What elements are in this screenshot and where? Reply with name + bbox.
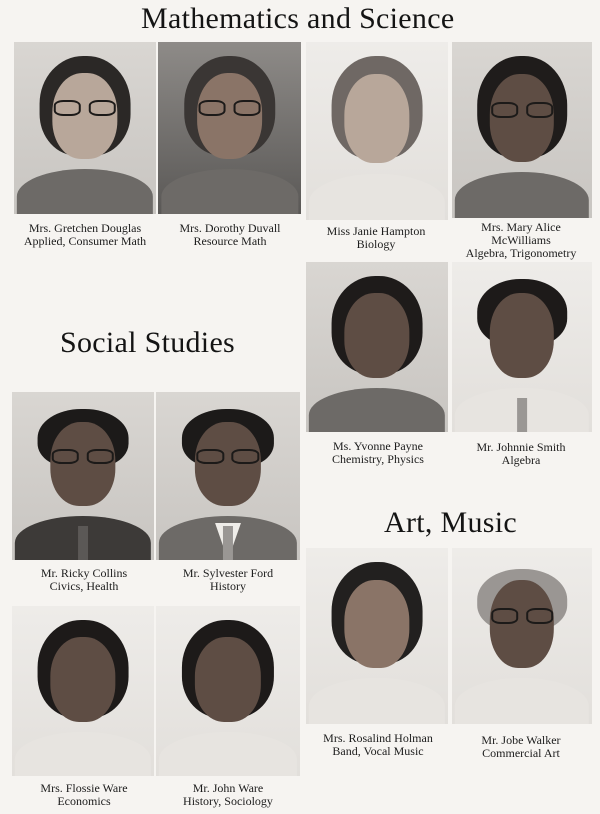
- caption-collins: Mr. Ricky Collins Civics, Health: [40, 566, 128, 593]
- portrait-photo-holman: [306, 548, 448, 724]
- caption-duvall: Mrs. Dorothy Duvall Resource Math: [179, 221, 281, 248]
- caption-payne: Ms. Yvonne Payne Chemistry, Physics: [332, 439, 424, 466]
- caption-douglas: Mrs. Gretchen Douglas Applied, Consumer Math: [23, 221, 147, 248]
- caption-hampton: Miss Janie Hampton Biology: [326, 224, 426, 251]
- portrait-photo-douglas: [14, 42, 156, 214]
- portrait-photo-walker: [452, 548, 592, 724]
- section-heading-art-music: Art, Music: [384, 506, 517, 539]
- portrait-photo-collins: [12, 392, 154, 560]
- caption-flossie-ware: Mrs. Flossie Ware Economics: [40, 781, 128, 808]
- portrait-photo-payne: [306, 262, 448, 432]
- caption-ford: Mr. Sylvester Ford History: [182, 566, 274, 593]
- portrait-photo-mcwilliams: [452, 42, 592, 218]
- portrait-photo-john-ware: [156, 606, 300, 776]
- caption-smith: Mr. Johnnie Smith Algebra: [476, 440, 566, 467]
- caption-john-ware: Mr. John Ware History, Sociology: [183, 781, 273, 808]
- portrait-photo-flossie-ware: [12, 606, 154, 776]
- caption-mcwilliams: Mrs. Mary Alice McWilliams Algebra, Trigonometry: [465, 220, 577, 260]
- portrait-photo-hampton: [306, 42, 448, 220]
- portrait-photo-duvall: [158, 42, 301, 214]
- portrait-photo-smith: [452, 262, 592, 432]
- caption-holman: Mrs. Rosalind Holman Band, Vocal Music: [323, 731, 433, 758]
- portrait-photo-ford: [156, 392, 300, 560]
- caption-walker: Mr. Jobe Walker Commercial Art: [481, 733, 561, 760]
- section-heading-math-science: Mathematics and Science: [141, 2, 455, 35]
- section-heading-social-studies: Social Studies: [60, 326, 236, 359]
